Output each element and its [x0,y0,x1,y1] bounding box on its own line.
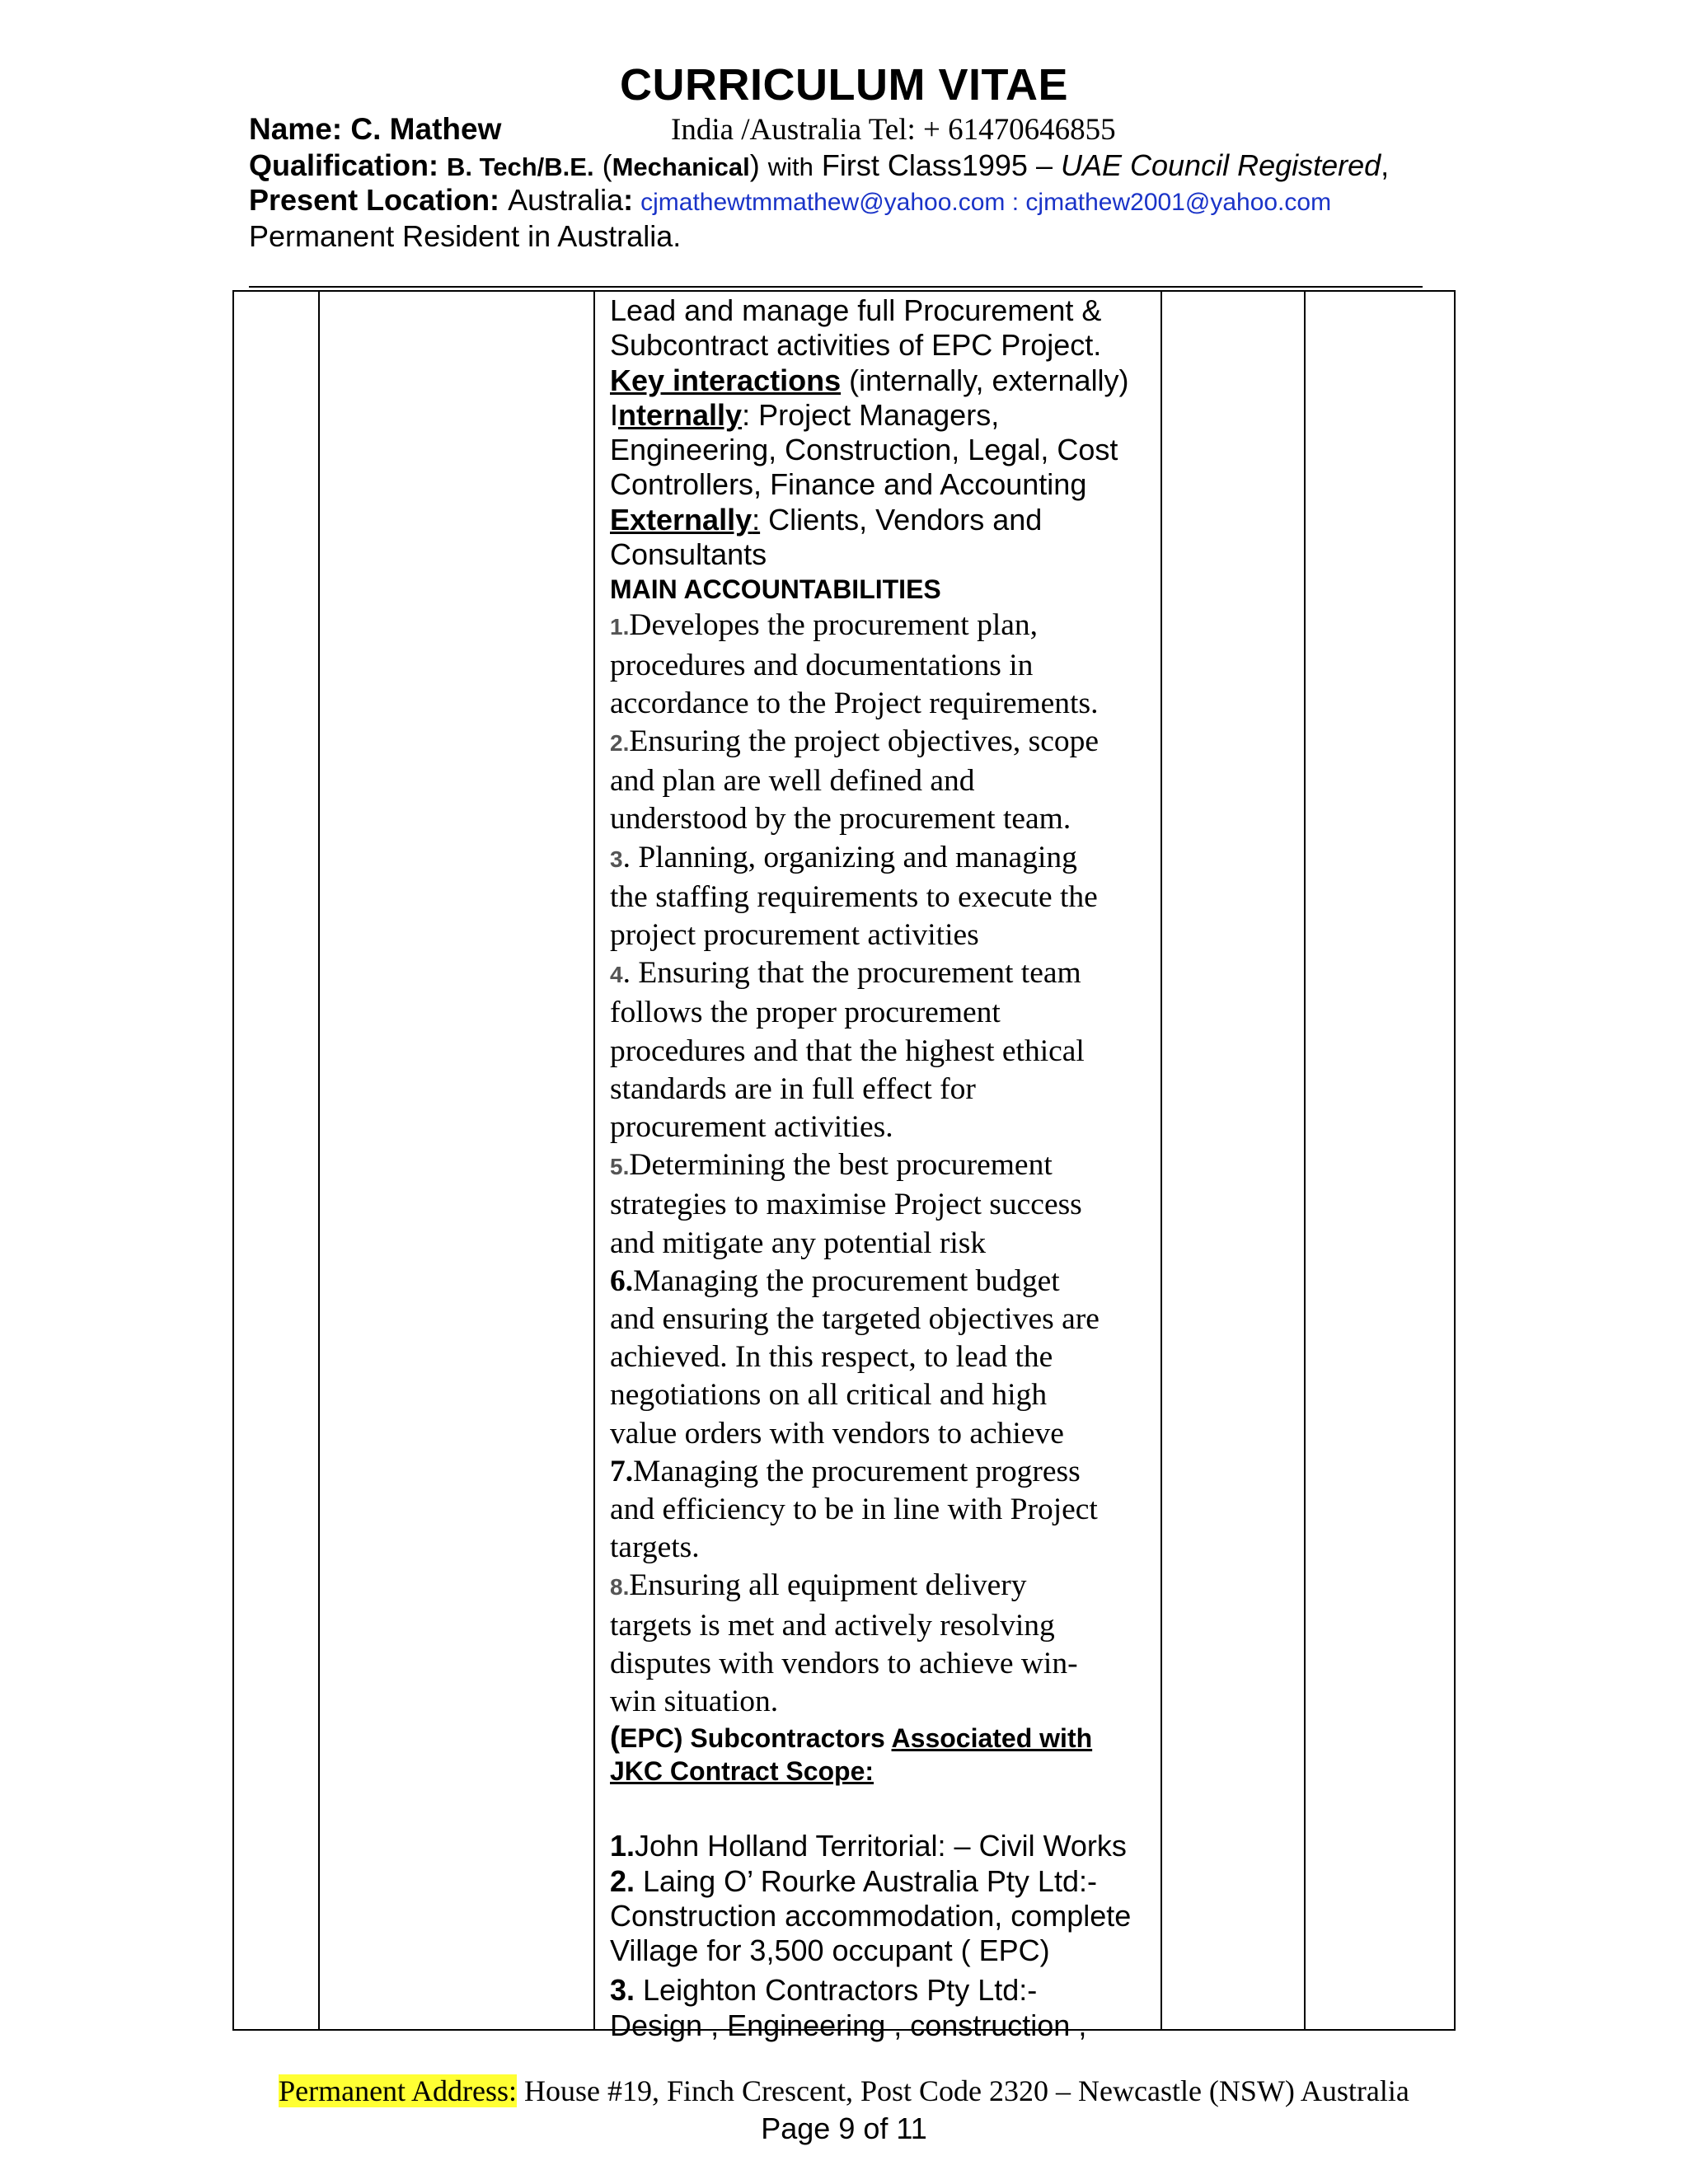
email-separator: : [1005,189,1026,216]
accountability-line: value orders with vendors to achieve [610,1416,1064,1451]
subcontractor-item [610,1829,1156,1863]
item-number: 5. [610,1154,630,1180]
address-label: Permanent Address: [279,2074,518,2107]
accountability-line: win situation. [610,1685,779,1719]
item-text: Ensuring the project objectives, scope [629,724,1099,758]
internal-label: nternally [618,397,743,432]
accountability-line: and mitigate any potential risk [610,1226,987,1260]
item-number: 2. [610,1863,635,1898]
item-text: . Planning, organizing and managing [622,840,1077,874]
internal-first-letter: I [610,397,619,432]
key-interactions-label: Key interactions [610,363,842,397]
accountability-item [610,607,1156,646]
qualification-line [249,148,1389,183]
role-summary-line: Lead and manage full Procurement & [610,293,1102,327]
residency-status: Permanent Resident in Australia. [249,219,682,253]
table-column-divider [1304,292,1306,2029]
name-label: Name: [249,112,351,146]
accountability-line: understood by the procurement team. [610,802,1071,837]
page-number: Page 9 of 11 [761,2111,927,2145]
accountability-line: and ensuring the targeted objectives are [610,1302,1100,1337]
item-text: Ensuring all equipment delivery [629,1568,1027,1603]
epc-associated: Associated with [891,1723,1093,1754]
qualification-with: with [767,152,814,181]
external-rest: Clients, Vendors and [760,502,1043,537]
accountability-line: strategies to maximise Project success [610,1188,1082,1222]
table-column-divider [1160,292,1162,2029]
subcontractor-line: Village for 3,500 occupant ( EPC) [610,1933,1050,1968]
accountability-line: disputes with vendors to achieve win- [610,1646,1078,1680]
item-number: 8. [610,1574,630,1601]
item-text: Managing the procurement progress [633,1454,1081,1488]
epc-text: EPC) Subcontractors [620,1723,892,1754]
item-text: Laing O’ Rourke Australia Pty Ltd:- [635,1863,1097,1898]
accountability-item [610,1263,1156,1301]
accountability-item [610,1567,1156,1606]
experience-table [232,290,1456,2042]
accountability-line: standards are in full effect for [610,1071,976,1106]
item-text: John Holland Territorial: – Civil Works [635,1829,1127,1863]
accountability-line: achieved. In this respect, to lead the [610,1340,1053,1375]
item-number: 2. [610,729,630,756]
item-text: . Ensuring that the procurement team [622,956,1081,991]
external-interactions-line: Consultants [610,537,767,572]
qualification-registered: UAE Council Registered [1060,148,1381,182]
role-summary-line: Subcontract activities of EPC Project. [610,328,1102,363]
accountability-line: project procurement activities [610,918,979,952]
name-value: C. Mathew [350,112,502,146]
header-divider [249,286,1423,288]
accountabilities-heading: MAIN ACCOUNTABILITIES [610,574,941,605]
external-interactions-line [610,503,1156,537]
qualification-comma: , [1381,148,1390,182]
accountability-line: follows the proper procurement [610,996,1001,1030]
name-line [249,112,1116,148]
item-text: Developes the procurement plan, [629,608,1039,643]
subcontractors-heading [610,1721,1156,1755]
location-label: Present Location: [249,183,509,217]
accountability-item [610,723,1156,762]
email-primary[interactable]: cjmathewtmmathew@yahoo.com [640,189,1006,216]
qualification-branch: Mechanical [612,152,750,181]
item-number: 3. [610,1973,635,2008]
accountability-line: procedures and documentations in [610,648,1034,682]
qualification-label: Qualification: [249,148,448,182]
document-title: CURRICULUM VITAE [620,60,1068,110]
item-number: 3 [610,846,623,872]
subcontractor-line: Construction accommodation, complete [610,1898,1132,1933]
accountability-item [610,954,1156,994]
qualification-paren-close: ) [749,148,768,182]
accountability-item [610,839,1156,879]
accountability-line: the staffing requirements to execute the [610,879,1098,914]
accountability-line: accordance to the Project requirements. [610,686,1099,720]
accountability-line: negotiations on all critical and high [610,1378,1048,1413]
location-line [249,183,1331,218]
spacer [610,1788,1156,1829]
qualification-paren-open: ( [593,148,612,182]
contact-phone: India /Australia Tel: + 61470646855 [671,113,1116,147]
accountability-line: targets is met and actively resolving [610,1608,1055,1643]
item-number: 1. [610,1829,635,1863]
item-number: 6. [610,1263,634,1298]
subcontractors-scope: JKC Contract Scope: [610,1756,874,1787]
accountability-line: procedures and that the highest ethical [610,1033,1085,1068]
accountability-item [610,1146,1156,1186]
table-column-divider [318,292,320,2029]
item-number: 1. [610,614,630,640]
accountability-line: and efficiency to be in line with Project [610,1493,1098,1527]
subcontractor-item [610,1864,1156,1899]
internal-interactions-line [610,398,1156,433]
table-column-divider [593,292,595,2029]
location-colon: : [623,183,634,217]
accountability-line: targets. [610,1530,700,1565]
item-text: Determining the best procurement [629,1148,1053,1183]
email-secondary[interactable]: cjmathew2001@yahoo.com [1025,189,1332,216]
internal-rest: : Project Managers, [742,397,1000,432]
location-value: Australia [508,183,624,217]
external-colon: : [752,502,761,537]
key-interactions-line [610,363,1156,398]
accountability-item [610,1453,1156,1491]
epc-paren: ( [610,1720,620,1755]
accountability-line: and plan are well defined and [610,764,975,799]
subcontractor-line: Design , Engineering , construction , [610,2008,1087,2042]
permanent-address [0,2074,1688,2108]
internal-interactions-line: Engineering, Construction, Legal, Cost [610,433,1118,467]
address-value: House #19, Finch Crescent, Post Code 2320 – Newcastle (NSW) Australia [517,2074,1409,2107]
accountability-line: procurement activities. [610,1110,893,1145]
subcontractor-item [610,1973,1156,2008]
item-number: 4 [610,962,623,988]
item-number: 7. [610,1454,634,1488]
responsibilities-cell [610,293,1156,2043]
key-interactions-rest: (internally, externally) [841,363,1129,397]
item-text: Leighton Contractors Pty Ltd:- [635,1973,1038,2008]
qualification-class: First Class1995 – [813,148,1061,182]
qualification-degree: B. Tech/B.E. [447,152,594,181]
internal-interactions-line: Controllers, Finance and Accounting [610,467,1087,502]
external-label: Externally [610,502,753,537]
item-text: Managing the procurement budget [633,1263,1060,1298]
